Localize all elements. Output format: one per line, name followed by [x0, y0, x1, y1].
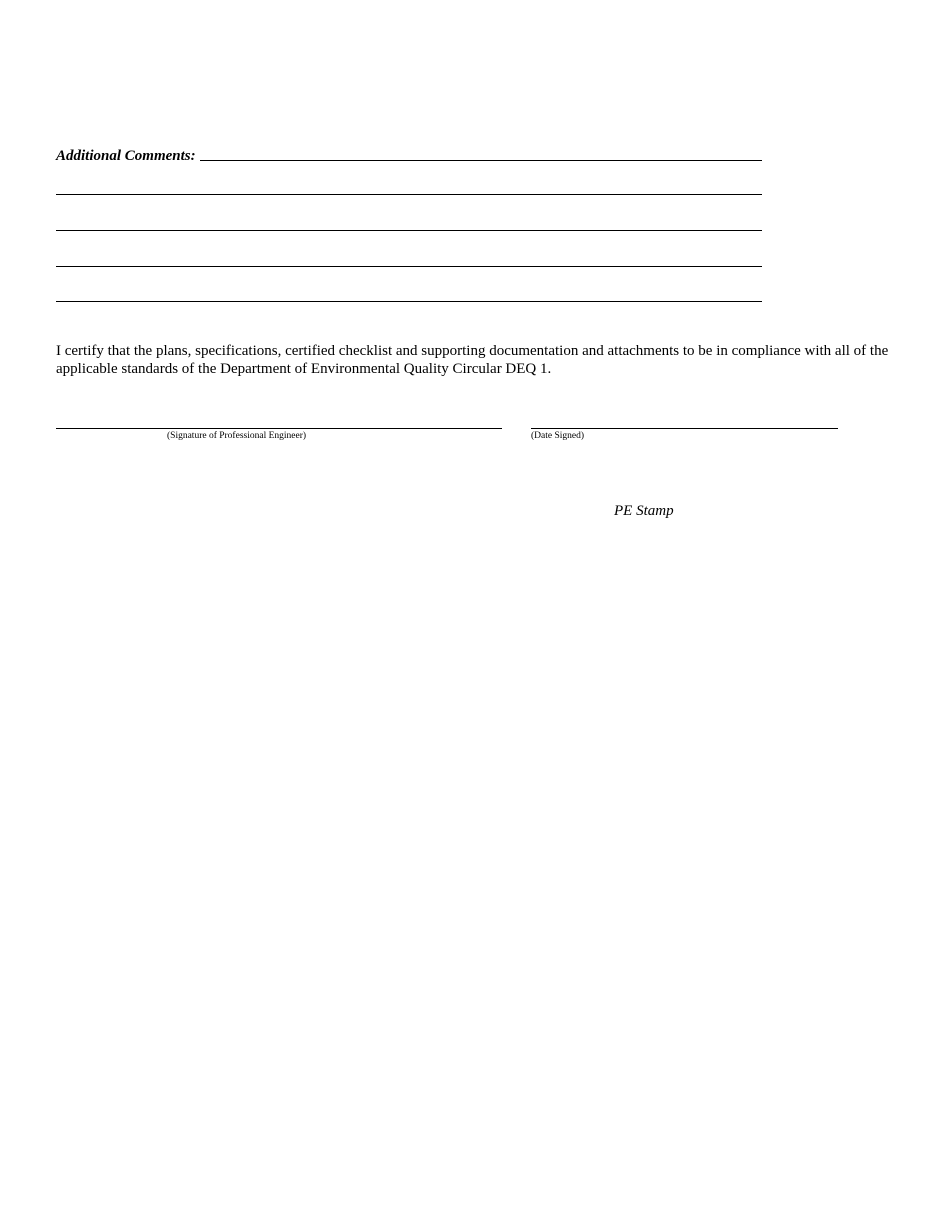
comment-line-3[interactable] [56, 230, 762, 231]
comment-line-5[interactable] [56, 301, 762, 302]
date-signed-line[interactable] [531, 428, 838, 429]
engineer-signature-line[interactable] [56, 428, 502, 429]
comment-line-1[interactable] [200, 160, 762, 161]
comment-line-2[interactable] [56, 194, 762, 195]
additional-comments-row [56, 145, 762, 165]
date-signed-caption: (Date Signed) [531, 431, 585, 441]
pe-stamp-label: PE Stamp [614, 503, 674, 519]
engineer-signature-caption: (Signature of Professional Engineer) [167, 431, 307, 441]
certification-statement: I certify that the plans, specifications, certified checklist and supporting documentation and attachments to be in compliance with all of the applicable standards of the Department of Environmental Quality Circular DEQ 1. [56, 343, 889, 377]
comment-line-4[interactable] [56, 266, 762, 267]
additional-comments-label: Additional Comments: [56, 148, 196, 164]
